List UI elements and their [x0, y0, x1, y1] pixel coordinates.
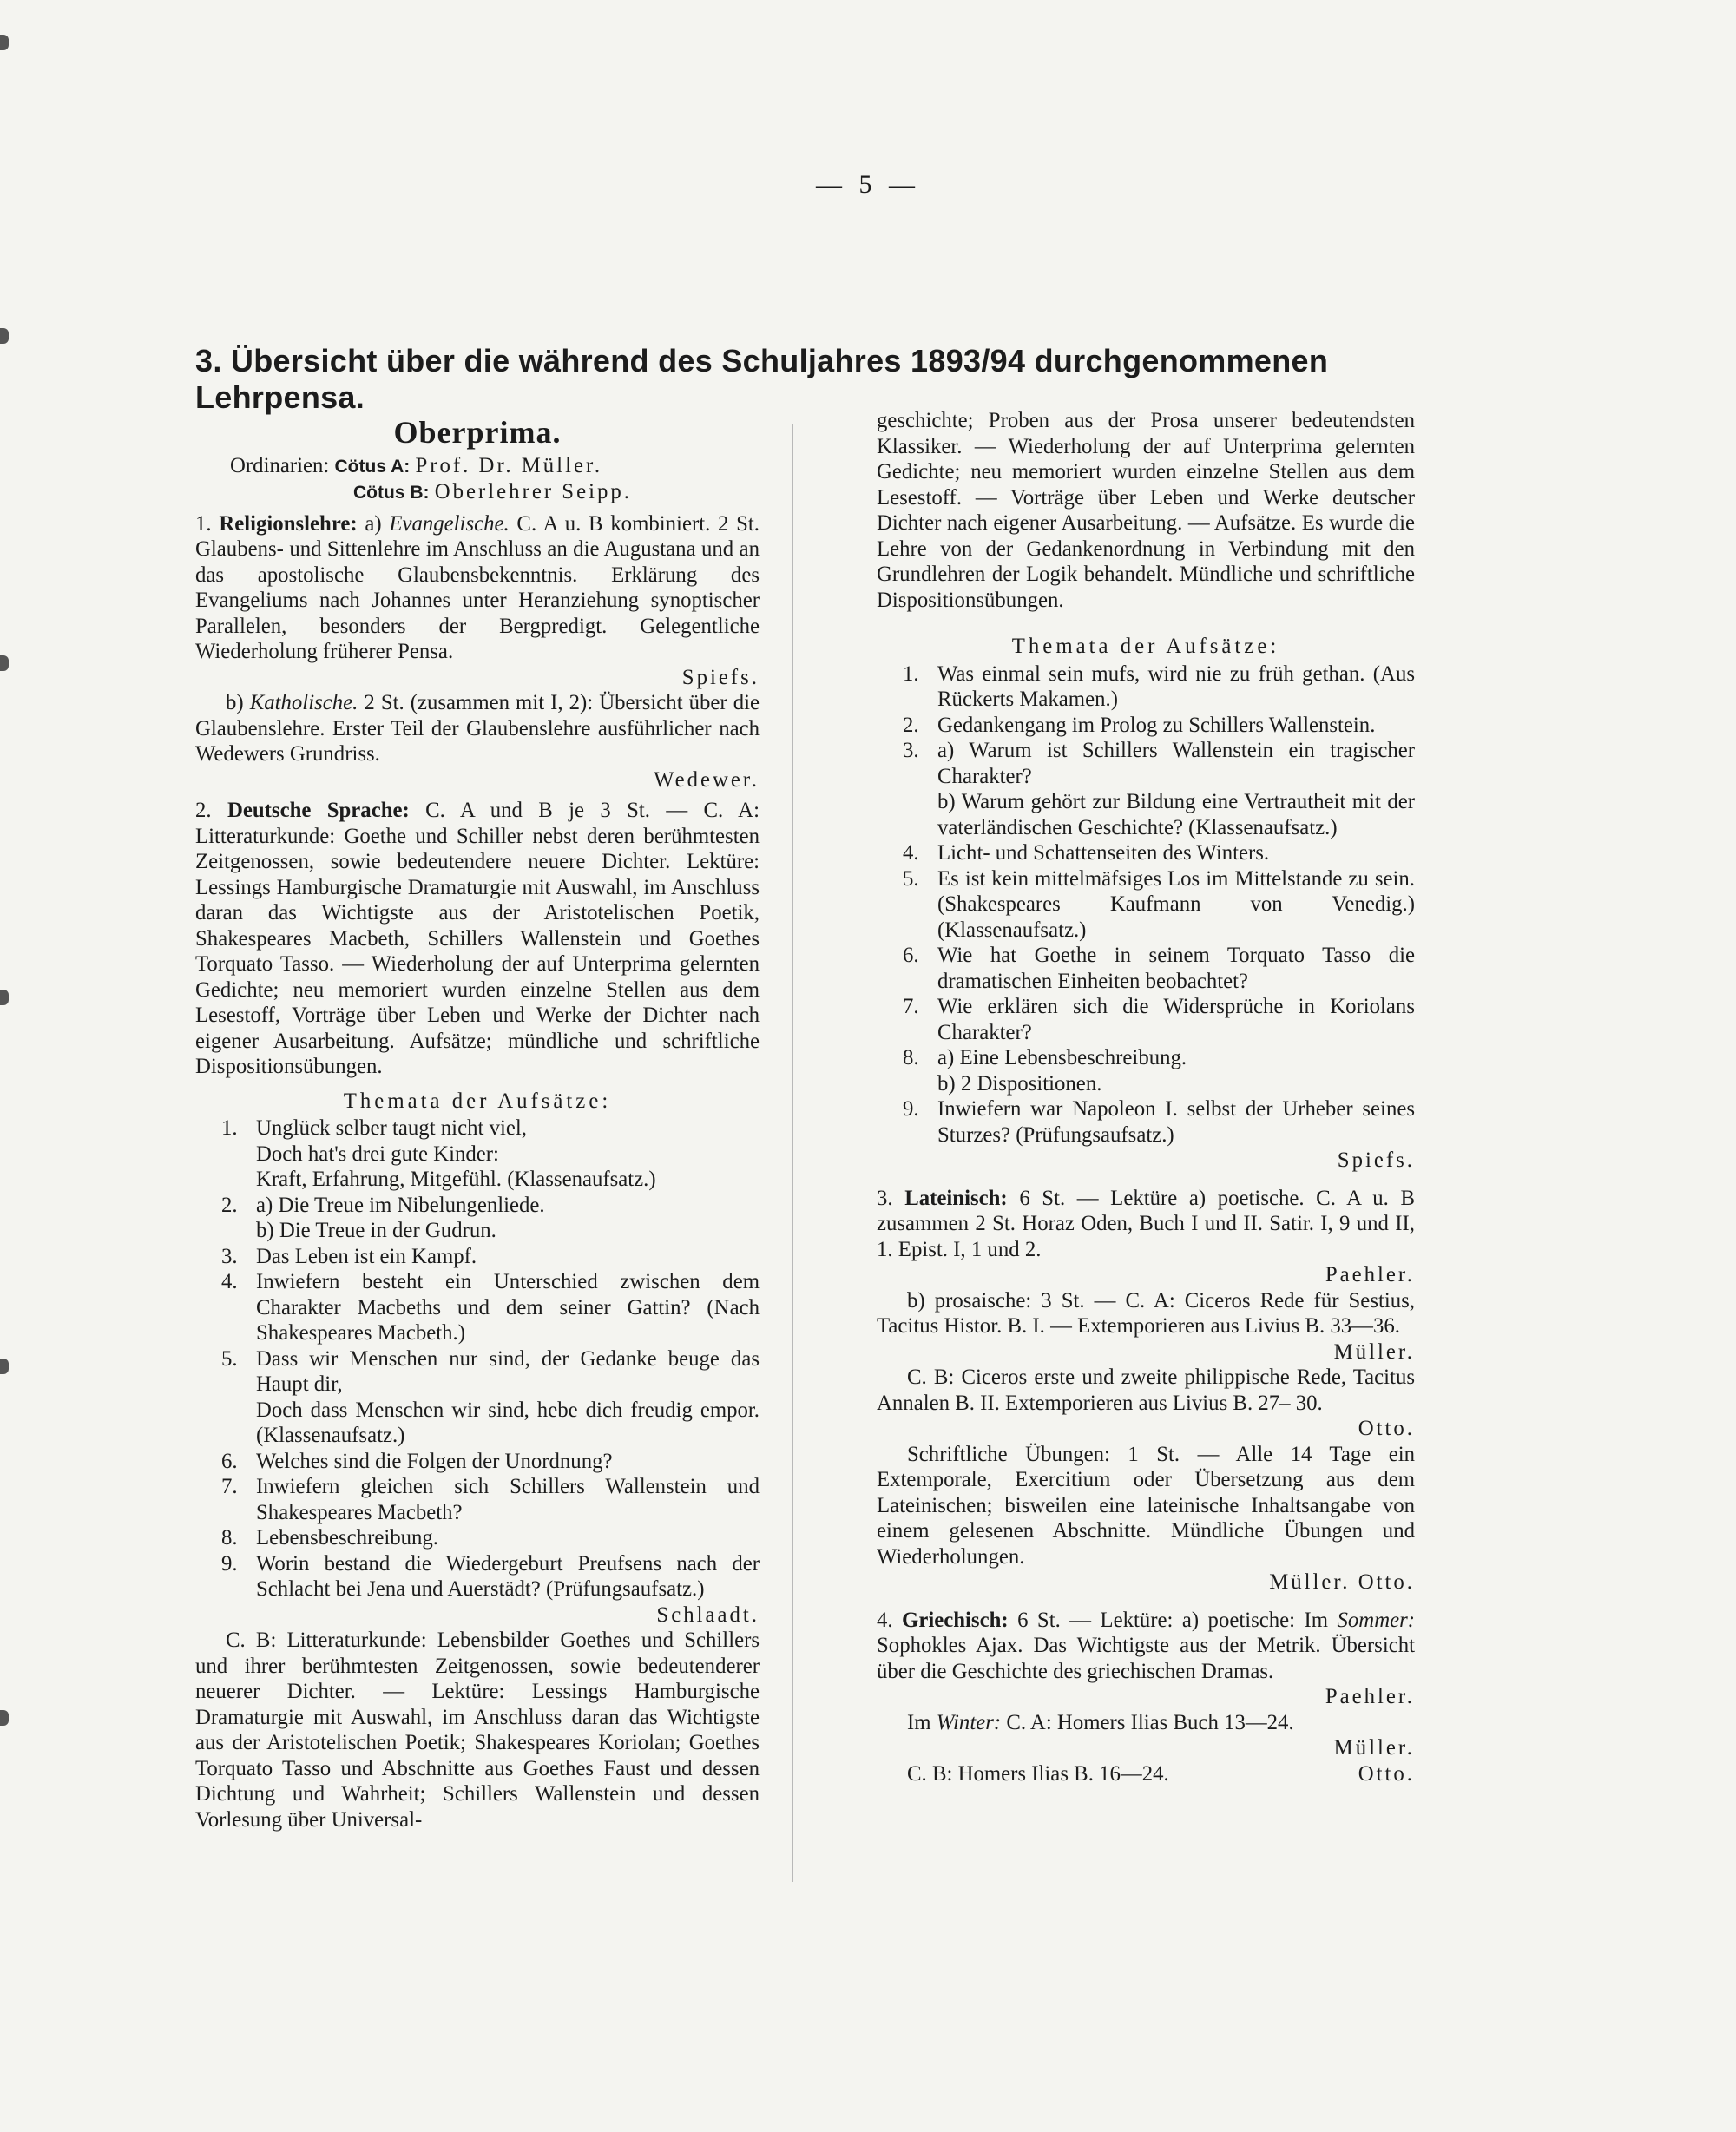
subject-subtitle: Katholische. — [249, 691, 358, 714]
right-column — [877, 408, 1415, 1787]
teacher-name: Paehler. — [1325, 1685, 1415, 1708]
themata-item — [195, 1474, 760, 1525]
themata-number: 6. — [221, 1449, 238, 1473]
ordinarien-label: Ordinarien: — [230, 453, 330, 477]
item-number: 1. — [195, 511, 212, 536]
subject-title: Griechisch: — [902, 1608, 1009, 1632]
themata-item — [877, 866, 1415, 944]
teacher-name: Müller. — [1333, 1339, 1415, 1364]
themata-text: a) Eine Lebensbeschreibung. — [937, 1046, 1187, 1069]
page-number: — 5 — — [816, 170, 920, 199]
themata-item — [195, 1115, 760, 1142]
ordinarien-line — [195, 453, 760, 480]
column-divider — [792, 424, 793, 1882]
deutsch-paragraph — [195, 798, 760, 1080]
themata-text: Das Leben ist ein Kampf. — [256, 1244, 477, 1268]
teacher-name: Paehler. — [1325, 1263, 1415, 1286]
paragraph-text: 6 St. — Lektüre: a) poetische: Im — [1017, 1608, 1329, 1632]
teacher-name: Spiefs. — [1337, 1148, 1415, 1172]
paragraph-text: Sophokles Ajax. Das Wichtigste aus der Metrik. Übersicht über die Geschichte des griechischen Dramas. — [877, 1634, 1415, 1683]
themata-item — [877, 1071, 1415, 1097]
religion-paragraph — [195, 511, 760, 665]
sub-label: a) — [365, 511, 382, 536]
subject-title: Lateinisch: — [904, 1186, 1008, 1210]
item-number: 3. — [877, 1186, 893, 1210]
themata-text: Wie erklären sich die Widersprüche in Koriolans Charakter? — [937, 995, 1415, 1044]
themata-text: Was einmal sein mufs, wird nie zu früh gethan. (Aus Rückerts Makamen.) — [937, 661, 1415, 711]
subject-title: Religionslehre: — [219, 511, 358, 536]
themata-number: 3. — [221, 1244, 238, 1268]
themata-text: Welches sind die Folgen der Unordnung? — [256, 1449, 613, 1473]
themata-text: Wie hat Goethe in seinem Torquato Tasso die dramatischen Einheiten beobachtet? — [937, 944, 1415, 993]
paragraph-text: Im — [907, 1710, 931, 1734]
themata-text: Doch dass Menschen wir sind, hebe dich freudig empor. (Klassenaufsatz.) — [256, 1398, 760, 1447]
teacher-name: Wedewer. — [654, 767, 760, 792]
themata-text: Inwiefern war Napoleon I. selbst der Urheber seines Sturzes? (Prüfungsaufsatz.) — [937, 1097, 1415, 1147]
paragraph-text: C. A und B je 3 St. — C. A: Litteraturkunde: Goethe und Schiller nebst deren berühmtesten Zeitgenossen, sowie bedeutendere neuere Dichter. Lektüre: Lessings Hamburgische Dramaturgie mit Auswahl, im Anschluss daran das Wichtigste aus der Aristotelischen Poetik, Shakespeares Macbeth, Schillers Wallenstein und Goethes Torquato Tasso. — Wiederholung der auf Unterprima gelernten Gedichte; neu memoriert wurden einzelne Stellen aus dem Lesestoff, Vorträge über Leben und Werke der Dichter nach eigener Ausarbeitung. Aufsätze; mündliche und schriftliche Dispositionsübungen. — [195, 799, 760, 1078]
themata-item — [877, 1045, 1415, 1071]
themata-item — [195, 1218, 760, 1244]
section-title: Oberprima. — [393, 415, 562, 450]
scan-mark — [0, 1359, 9, 1374]
page-heading: 3. Übersicht über die während des Schuljahres 1893/94 durchgenommenen Lehrpensa. — [195, 343, 1329, 415]
themata-number: 7. — [903, 995, 919, 1018]
themata-number: 1. — [903, 661, 919, 686]
themata-text: Inwiefern gleichen sich Schillers Wallenstein und Shakespeares Macbeth? — [256, 1475, 760, 1524]
themata-item — [877, 1096, 1415, 1148]
themata-text: b) Warum gehört zur Bildung eine Vertrautheit mit der vaterländischen Geschichte? (Klassenaufsatz.) — [937, 790, 1415, 839]
themata-item — [877, 661, 1415, 713]
paragraph-text: C. B: Homers Ilias B. 16—24. — [907, 1761, 1169, 1786]
season-label: Sommer: — [1337, 1608, 1416, 1632]
scan-mark — [0, 990, 9, 1005]
themata-number: 3. — [903, 739, 919, 762]
scan-mark — [0, 328, 9, 344]
teacher-name: Müller. — [1333, 1736, 1415, 1760]
coetus-a-name: Prof. Dr. Müller. — [415, 453, 603, 477]
coetus-b-label: Cötus B: — [353, 483, 430, 503]
themata-item — [195, 1398, 760, 1449]
themata-heading: Themata der Aufsätze: — [343, 1089, 612, 1113]
season-label: Winter: — [936, 1710, 1002, 1734]
paragraph-text: 6 St. — Lektüre a) poetische. C. A u. B zusammen 2 St. Horaz Oden, Buch I und II. Satir. I, 9 und II, 1. Epist. I, 1 und 2. — [877, 1186, 1416, 1261]
themata-item — [195, 1244, 760, 1270]
themata-number: 5. — [221, 1346, 238, 1371]
themata-item — [877, 789, 1415, 840]
themata-item — [877, 994, 1415, 1045]
coetus-b-line — [195, 479, 760, 506]
themata-text: Worin bestand die Wiedergeburt Preufsens nach der Schlacht bei Jena und Auerstädt? (Prüfungsaufsatz.) — [256, 1551, 760, 1601]
subject-subtitle: Evangelische. — [389, 511, 510, 536]
left-column — [195, 408, 760, 1833]
themata-item — [877, 943, 1415, 994]
themata-item — [195, 1449, 760, 1475]
themata-item — [195, 1193, 760, 1219]
coetus-a-label: Cötus A: — [334, 456, 411, 477]
themata-number: 8. — [221, 1526, 238, 1550]
themata-text: Inwiefern besteht ein Unterschied zwischen dem Charakter Macbeths und dem seiner Gattin? (Nach Shakespeares Macbeth.) — [256, 1270, 760, 1345]
themata-item — [195, 1142, 760, 1168]
themata-text: a) Warum ist Schillers Wallenstein ein tragischer Charakter? — [937, 739, 1415, 788]
themata-item — [195, 1551, 760, 1602]
themata-item — [195, 1346, 760, 1398]
coetus-b-name: Oberlehrer Seipp. — [434, 480, 632, 503]
teacher-name: Müller. Otto. — [1269, 1570, 1415, 1594]
themata-item — [195, 1269, 760, 1346]
paragraph-text: C. A u. B kombiniert. 2 St. Glaubens- und Sittenlehre im Anschluss an die Augustana und an das apostolische Glaubensbekenntnis. Erklärung des Evangeliums nach Johannes unter Heranziehung synoptischer Parallelen, besonders der Bergpredigt. Gelegentliche Wiederholung früherer Pensa. — [195, 511, 760, 663]
griechisch-paragraph — [877, 1608, 1415, 1685]
themata-number: 6. — [903, 944, 919, 967]
themata-item — [877, 713, 1415, 739]
themata-list — [877, 661, 1415, 1148]
themata-number: 2. — [221, 1193, 238, 1217]
themata-number: 9. — [221, 1551, 238, 1576]
themata-text: Unglück selber taugt nicht viel, — [256, 1116, 527, 1140]
themata-text: Dass wir Menschen nur sind, der Gedanke beuge das Haupt dir, — [256, 1346, 760, 1396]
themata-number: 7. — [221, 1475, 238, 1498]
themata-item — [195, 1525, 760, 1551]
themata-number: 8. — [903, 1046, 919, 1069]
latein-cb-paragraph: C. B: Ciceros erste und zweite philippische Rede, Tacitus Annalen B. II. Extemporieren aus Livius B. 27– 30. — [877, 1365, 1415, 1415]
themata-list — [195, 1115, 760, 1602]
themata-heading: Themata der Aufsätze: — [1011, 635, 1280, 658]
themata-number: 4. — [221, 1270, 238, 1293]
themata-item — [877, 738, 1415, 789]
paragraph-text: 2 St. (zusammen mit I, 2): Übersicht über die Glaubenslehre. Erster Teil der Glaubenslehre ausführlicher nach Wedewers Grundriss. — [195, 691, 760, 766]
scan-mark — [0, 655, 9, 671]
religion-b-paragraph — [195, 690, 760, 767]
themata-item — [195, 1167, 760, 1193]
sub-label: b) — [226, 691, 244, 714]
latein-schriftlich-paragraph: Schriftliche Übungen: 1 St. — Alle 14 Tage ein Extemporale, Exercitium oder Übersetzung aus dem Lateinischen; bisweilen eine lateinische Inhaltsangabe von einem gelesenen Abschnitte. Mündliche Übungen und Wiederholungen. — [877, 1442, 1415, 1569]
themata-text: Kraft, Erfahrung, Mitgefühl. (Klassenaufsatz.) — [256, 1168, 656, 1191]
themata-text: a) Die Treue im Nibelungenliede. — [256, 1193, 545, 1217]
themata-number: 9. — [903, 1097, 919, 1121]
subject-title: Deutsche Sprache: — [227, 799, 410, 822]
themata-text: Lebensbeschreibung. — [256, 1526, 439, 1550]
themata-item — [877, 840, 1415, 866]
themata-text: Gedankengang im Prolog zu Schillers Wallenstein. — [937, 713, 1376, 737]
item-number: 4. — [877, 1608, 893, 1632]
scan-mark — [0, 35, 9, 50]
scan-mark — [0, 1710, 9, 1726]
griechisch-winter-paragraph — [877, 1710, 1415, 1736]
teacher-name: Schlaadt. — [656, 1602, 760, 1627]
themata-text: Doch hat's drei gute Kinder: — [256, 1142, 499, 1166]
themata-text: b) 2 Dispositionen. — [937, 1071, 1102, 1096]
item-number: 2. — [195, 799, 212, 822]
themata-number: 2. — [903, 713, 919, 737]
themata-text: Licht- und Schattenseiten des Winters. — [937, 841, 1270, 865]
latein-paragraph — [877, 1186, 1415, 1263]
latein-b-paragraph: b) prosaische: 3 St. — C. A: Ciceros Rede für Sestius, Tacitus Histor. B. I. — Extemporieren aus Livius B. 33—36. — [877, 1288, 1415, 1338]
continued-paragraph: geschichte; Proben aus der Prosa unserer bedeutendsten Klassiker. — Wiederholung der auf Unterprima gelernten Gedichte; neu memoriert wurden einzelne Stellen aus dem Lesestoff. — Vorträge über Leben und Werke deutscher Dichter nach eigener Ausarbeitung. — Aufsätze. Es wurde die Lehre von der Gedankenordnung in Verbindung mit den Grundlehren der Logik behandelt. Mündliche und schriftliche Dispositionsübungen. — [877, 409, 1415, 612]
themata-text: b) Die Treue in der Gudrun. — [256, 1219, 496, 1242]
teacher-name: Spiefs. — [681, 665, 760, 689]
paragraph-text: C. A: Homers Ilias Buch 13—24. — [1006, 1710, 1294, 1734]
themata-number: 1. — [221, 1116, 238, 1140]
themata-text: Es ist kein mittelmäfsiges Los im Mittelstande zu sein. (Shakespeares Kaufmann von Venedig.) (Klassenaufsatz.) — [937, 866, 1415, 942]
coetus-b-paragraph: C. B: Litteraturkunde: Lebensbilder Goethes und Schillers und ihrer berühmtesten Zeitgenossen, sowie bedeutenderer neuerer Dichter. — Lektüre: Lessings Hamburgische Dramaturgie mit Auswahl, im Anschluss daran das Wichtigste aus der Aristotelischen Poetik; Shakespeares Koriolan; Goethes Torquato Tasso und Abschnitte aus Goethes Faust und dessen Dichtung und Wahrheit; Schillers Wallenstein und dessen Vorlesung über Universal- — [195, 1629, 760, 1832]
themata-number: 4. — [903, 841, 919, 865]
griechisch-cb-paragraph — [877, 1761, 1415, 1787]
teacher-name: Otto. — [1358, 1761, 1415, 1786]
teacher-name: Otto. — [1358, 1417, 1415, 1440]
themata-number: 5. — [903, 866, 919, 891]
